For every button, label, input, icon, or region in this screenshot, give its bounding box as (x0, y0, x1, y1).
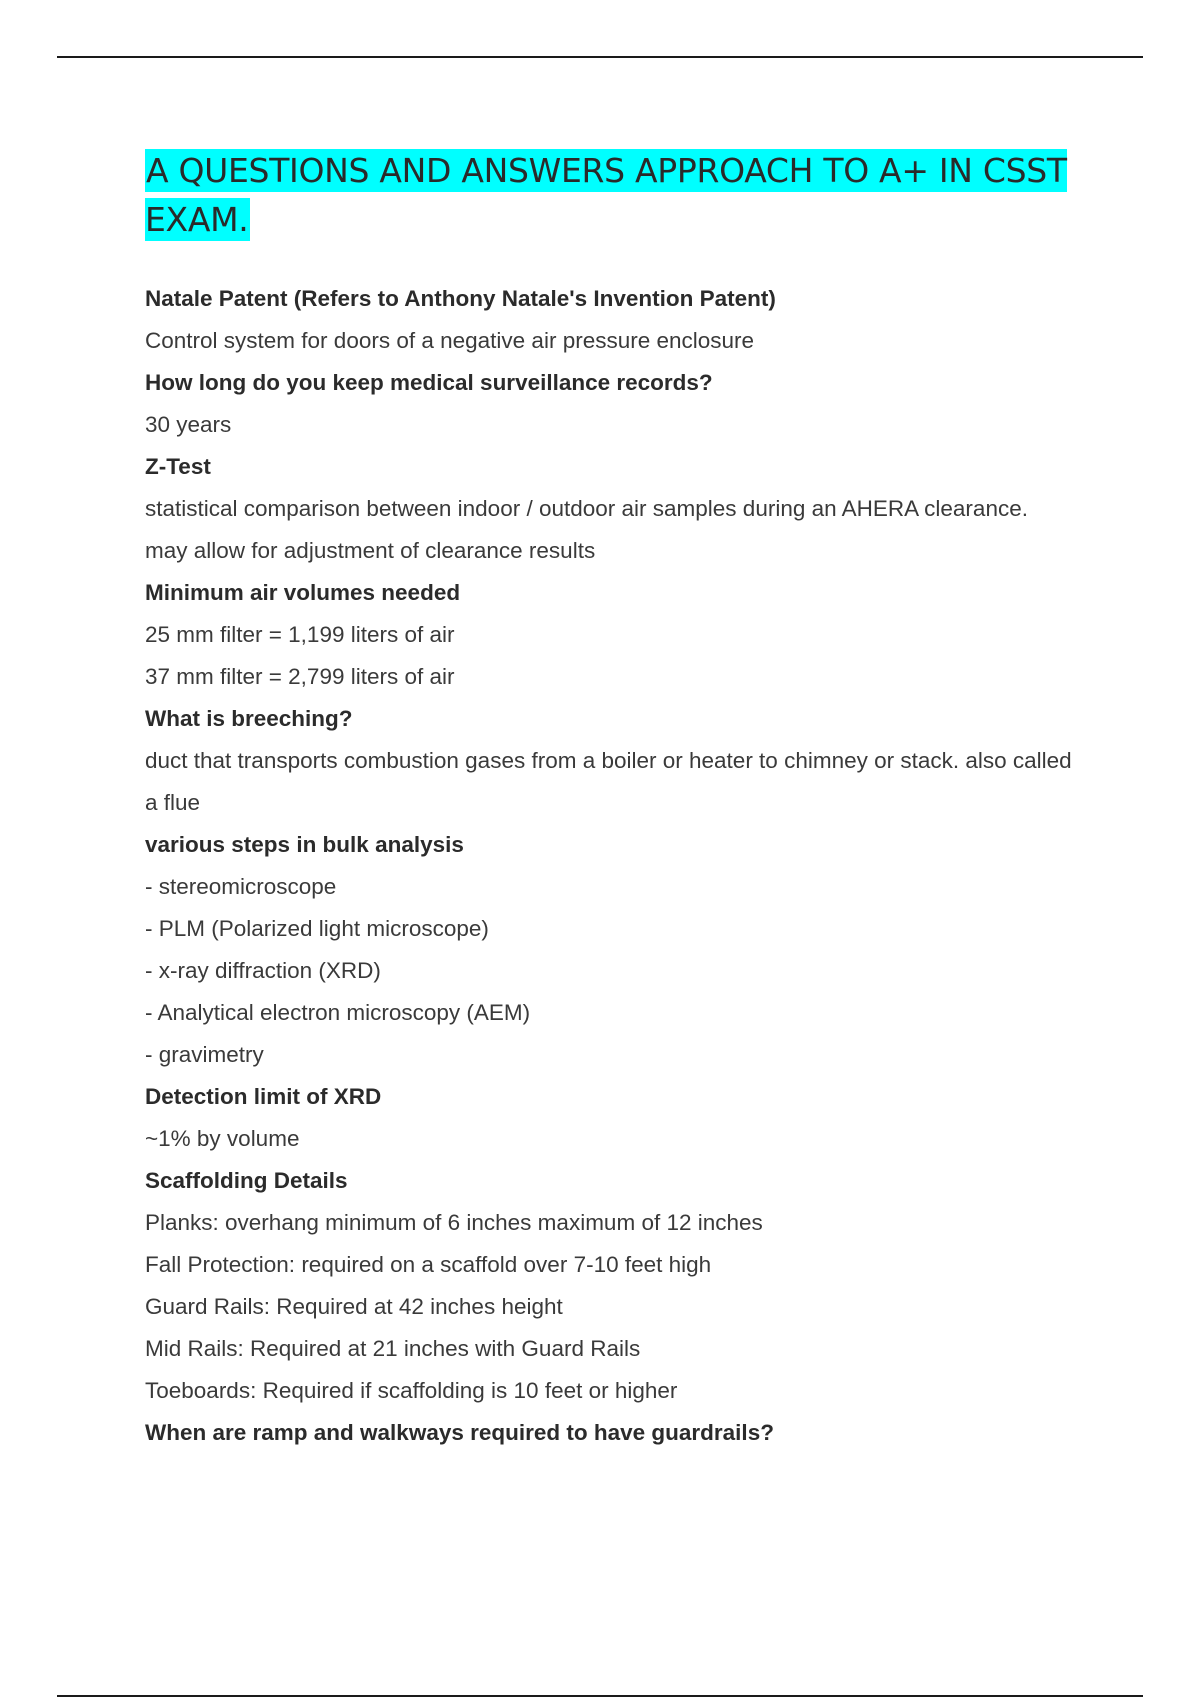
answer: Planks: overhang minimum of 6 inches maximum of 12 inches (145, 1210, 763, 1235)
answer: statistical comparison between indoor / outdoor air samples during an AHERA clearance. may allow for adjustment of clearance results (145, 496, 1028, 563)
qa-block-bulk-analysis (145, 824, 1075, 1076)
qa-block-natale (145, 278, 1075, 362)
answer: 37 mm filter = 2,799 liters of air (145, 664, 455, 689)
document-title (145, 146, 1075, 244)
qa-block-air-volumes (145, 572, 1075, 698)
qa-block-medical-records (145, 362, 1075, 446)
question: Minimum air volumes needed (145, 580, 461, 605)
question: Z-Test (145, 454, 211, 479)
question: What is breeching? (145, 706, 353, 731)
question: When are ramp and walkways required to have guardrails? (145, 1420, 774, 1445)
answer: Control system for doors of a negative air pressure enclosure (145, 328, 755, 353)
list-item: - gravimetry (145, 1042, 264, 1067)
list-item: - x-ray diffraction (XRD) (145, 958, 381, 983)
question: How long do you keep medical surveillance records? (145, 370, 713, 395)
qa-block-breeching (145, 698, 1075, 824)
question: various steps in bulk analysis (145, 832, 464, 857)
answer: ~1% by volume (145, 1126, 300, 1151)
document-body (145, 146, 1075, 1454)
list-item: - PLM (Polarized light microscope) (145, 916, 489, 941)
answer: duct that transports combustion gases from a boiler or heater to chimney or stack. also called a flue (145, 748, 1072, 815)
title-highlight: A QUESTIONS AND ANSWERS APPROACH TO A+ IN CSST EXAM. (145, 151, 1067, 239)
question: Detection limit of XRD (145, 1084, 382, 1109)
qa-block-scaffolding (145, 1160, 1075, 1412)
qa-block-guardrails (145, 1412, 1075, 1454)
question: Scaffolding Details (145, 1168, 348, 1193)
qa-block-z-test (145, 446, 1075, 572)
top-rule (57, 56, 1143, 58)
answer: Fall Protection: required on a scaffold over 7-10 feet high (145, 1252, 712, 1277)
list-item: - stereomicroscope (145, 874, 337, 899)
answer: 30 years (145, 412, 232, 437)
question: Natale Patent (Refers to Anthony Natale's Invention Patent) (145, 286, 776, 311)
list-item: - Analytical electron microscopy (AEM) (145, 1000, 531, 1025)
answer: Guard Rails: Required at 42 inches height (145, 1294, 563, 1319)
answer: 25 mm filter = 1,199 liters of air (145, 622, 455, 647)
qa-block-xrd-limit (145, 1076, 1075, 1160)
bottom-rule (57, 1695, 1143, 1697)
answer: Toeboards: Required if scaffolding is 10 feet or higher (145, 1378, 678, 1403)
answer: Mid Rails: Required at 21 inches with Guard Rails (145, 1336, 641, 1361)
